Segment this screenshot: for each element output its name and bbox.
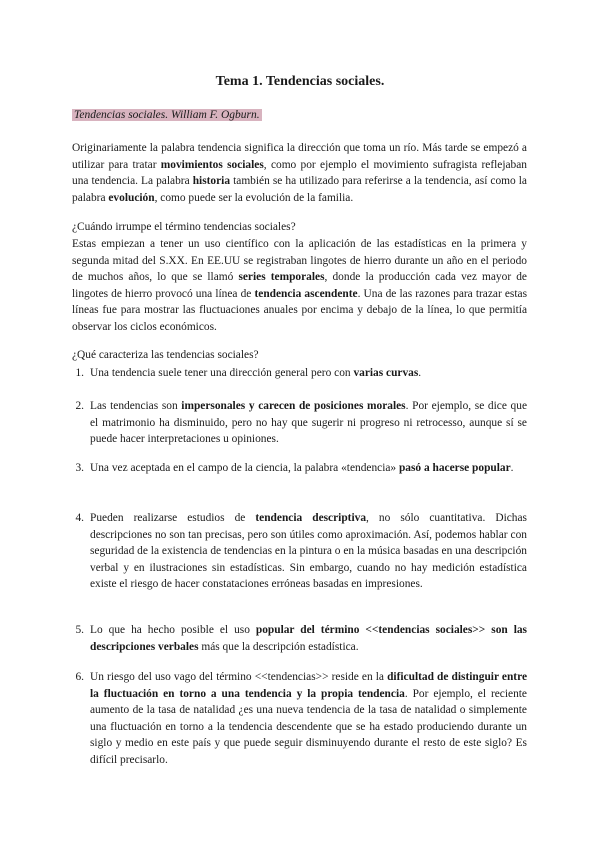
highlighted-subtitle: Tendencias sociales. William F. Ogburn.	[74, 109, 260, 121]
list-item: 5. Lo que ha hecho posible el uso popular del término <<tendencias sociales>> son las descripciones verbales más que la descripción estadística.	[75, 624, 527, 653]
list-item: 4. Pueden realizarse estudios de tendencia descriptiva, no sólo cuantitativa. Dichas descripciones no son tan precisas, pero son útiles como aproximación. Así, podemos hablar con seguridad de la existencia de tendencias en la pintura o en la música basadas en una descripción verbal y en ilustraciones sin estadísticas. Sin embargo, cuando no hay medición estadística existe el riesgo de hacer constataciones erróneas basadas en impresiones.	[75, 512, 527, 591]
list-item: 3. Una vez aceptada en el campo de la ciencia, la palabra «tendencia» pasó a hacerse popular.	[75, 462, 514, 474]
page-title: Tema 1. Tendencias sociales.	[215, 74, 385, 89]
list-item: 6. Un riesgo del uso vago del término <<tendencias>> reside en la dificultad de distinguir entre la fluctuación en torno a una tendencia y la propia tendencia. Por ejemplo, el reciente aumento de la tasa de natalidad ¿es una nueva tendencia de la tasa de natalidad o simplemente una fluctuación en torno a la tendencia descendente que se ha estado produciendo durante un siglo y medio en este país y que puede seguir disminuyendo durante el resto de este siglo? Es difícil precisarlo.	[75, 671, 527, 766]
intro-paragraph: Originariamente la palabra tendencia significa la dirección que toma un río. Más tarde se empezó a utilizar para tratar movimientos sociales, como por ejemplo el movimiento sufragista reflejaban una tendencia. La palabra historia también se ha utilizado para referirse a la tendencia, así como la palabra evolución, como puede ser la evolución de la familia.	[72, 142, 527, 204]
question-when: ¿Cuándo irrumpe el término tendencias sociales?	[72, 221, 296, 233]
question-characteristics: ¿Qué caracteriza las tendencias sociales?	[72, 349, 259, 361]
list-item: 2. Las tendencias son impersonales y carecen de posiciones morales. Por ejemplo, se dice que el matrimonio ha disminuido, pero no hay que sugerir ni progreso ni retrocesso, aunque sí se puede hacer interpretaciones u opiniones.	[75, 400, 528, 446]
list-item: 1. Una tendencia suele tener una dirección general pero con varias curvas.	[75, 367, 422, 379]
history-paragraph: Estas empiezan a tener un uso científico con la aplicación de las estadísticas en la primera y segunda mitad del S.XX. En EE.UU se registraban lingotes de hierro durante un año en el periodo de muchos años, lo que se llamó series temporales, donde la producción cada vez mayor de lingotes de hierro provocó una línea de tendencia ascendente. Una de las razones para trazar estas líneas fue para mostrar las fluctuaciones anuales por encima y debajo de la línea, lo que permitía observar los ciclos económicos.	[72, 238, 528, 333]
